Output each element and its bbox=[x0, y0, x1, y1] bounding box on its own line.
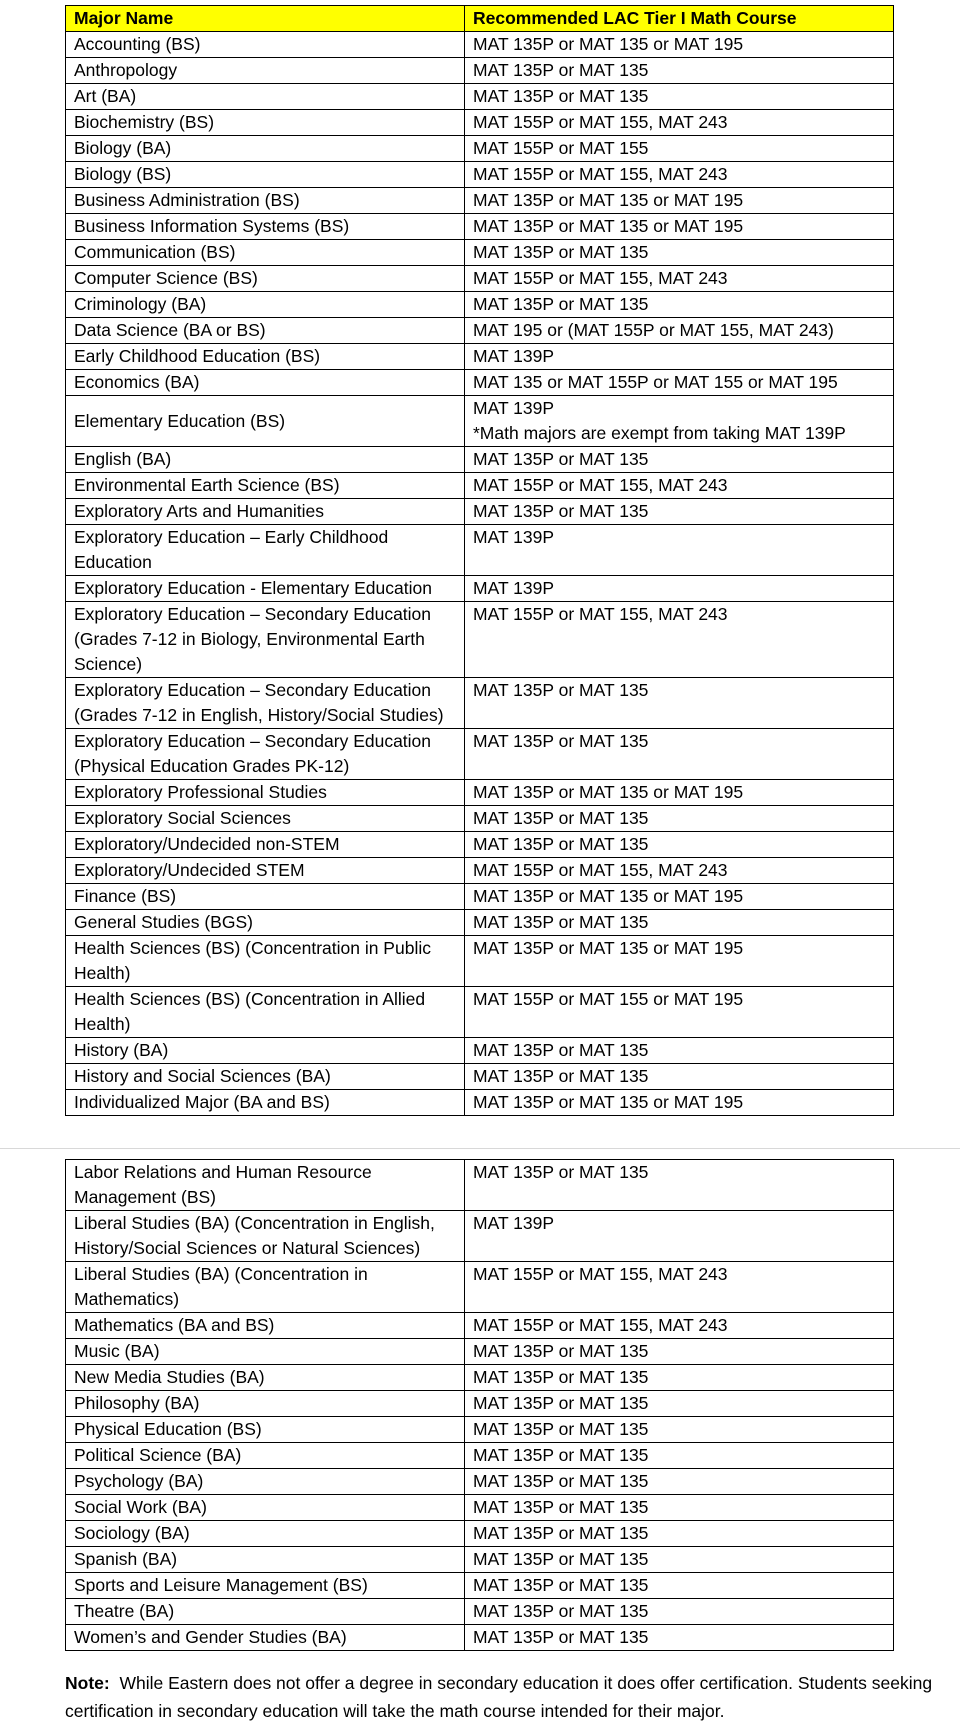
majors-table-part-2 bbox=[65, 1159, 894, 1651]
major-name-cell: Physical Education (BS) bbox=[66, 1417, 465, 1443]
table-row bbox=[66, 1160, 894, 1211]
table-row bbox=[66, 1090, 894, 1116]
major-name-cell: Data Science (BA or BS) bbox=[66, 318, 465, 344]
course-text: MAT 139P bbox=[473, 346, 555, 366]
course-text: MAT 135P or MAT 135 bbox=[473, 60, 649, 80]
course-text: MAT 135P or MAT 135 or MAT 195 bbox=[473, 938, 744, 958]
recommended-course-cell bbox=[465, 1064, 894, 1090]
major-name-cell: Exploratory Education – Secondary Education (Physical Education Grades PK-12) bbox=[66, 729, 465, 780]
course-text: MAT 155P or MAT 155, MAT 243 bbox=[473, 164, 728, 184]
major-name-cell: Economics (BA) bbox=[66, 370, 465, 396]
table-row bbox=[66, 32, 894, 58]
course-text: MAT 135P or MAT 135 bbox=[473, 1066, 649, 1086]
table-row bbox=[66, 447, 894, 473]
course-text: MAT 155P or MAT 155 bbox=[473, 138, 649, 158]
table-row bbox=[66, 162, 894, 188]
major-name-cell: Exploratory/Undecided non-STEM bbox=[66, 832, 465, 858]
recommended-course-cell bbox=[465, 1090, 894, 1116]
recommended-course-cell bbox=[465, 884, 894, 910]
recommended-course-cell bbox=[465, 678, 894, 729]
recommended-course-cell bbox=[465, 1469, 894, 1495]
table-row bbox=[66, 1391, 894, 1417]
recommended-course-cell bbox=[465, 1599, 894, 1625]
major-name-cell: Art (BA) bbox=[66, 84, 465, 110]
course-text: MAT 135P or MAT 135 bbox=[473, 501, 649, 521]
major-name-cell: Communication (BS) bbox=[66, 240, 465, 266]
major-name-cell: Biochemistry (BS) bbox=[66, 110, 465, 136]
table-row bbox=[66, 525, 894, 576]
table-row bbox=[66, 240, 894, 266]
major-name-cell: Early Childhood Education (BS) bbox=[66, 344, 465, 370]
table-row bbox=[66, 987, 894, 1038]
recommended-course-cell bbox=[465, 1547, 894, 1573]
major-name-cell: Spanish (BA) bbox=[66, 1547, 465, 1573]
recommended-course-cell bbox=[465, 1038, 894, 1064]
header-row bbox=[66, 6, 894, 32]
recommended-course-cell bbox=[465, 344, 894, 370]
course-text: MAT 155P or MAT 155, MAT 243 bbox=[473, 604, 728, 624]
major-name-cell: Music (BA) bbox=[66, 1339, 465, 1365]
table-row bbox=[66, 188, 894, 214]
recommended-course-cell bbox=[465, 162, 894, 188]
table-row bbox=[66, 110, 894, 136]
course-text: MAT 135P or MAT 135 bbox=[473, 1162, 649, 1182]
course-text: MAT 135P or MAT 135 bbox=[473, 1549, 649, 1569]
major-name-cell: Biology (BS) bbox=[66, 162, 465, 188]
major-name-cell: Exploratory Education – Early Childhood Education bbox=[66, 525, 465, 576]
recommended-course-cell bbox=[465, 1573, 894, 1599]
table-row bbox=[66, 318, 894, 344]
table-row bbox=[66, 884, 894, 910]
table-row bbox=[66, 344, 894, 370]
recommended-course-cell bbox=[465, 447, 894, 473]
major-name-cell: Mathematics (BA and BS) bbox=[66, 1313, 465, 1339]
major-name-cell: Health Sciences (BS) (Concentration in Public Health) bbox=[66, 936, 465, 987]
table-row bbox=[66, 1339, 894, 1365]
major-name-cell: Anthropology bbox=[66, 58, 465, 84]
table-row bbox=[66, 1599, 894, 1625]
recommended-course-cell bbox=[465, 1365, 894, 1391]
recommended-course-cell bbox=[465, 266, 894, 292]
recommended-course-cell bbox=[465, 318, 894, 344]
recommended-course-cell bbox=[465, 1313, 894, 1339]
course-text: MAT 135P or MAT 135 bbox=[473, 1040, 649, 1060]
major-name-cell: Business Administration (BS) bbox=[66, 188, 465, 214]
course-text: MAT 155P or MAT 155, MAT 243 bbox=[473, 1264, 728, 1284]
course-text: MAT 135P or MAT 135 or MAT 195 bbox=[473, 216, 744, 236]
table-row bbox=[66, 1625, 894, 1651]
major-name-cell: Liberal Studies (BA) (Concentration in English, History/Social Sciences or Natural Sciences) bbox=[66, 1211, 465, 1262]
course-text: MAT 135P or MAT 135 or MAT 195 bbox=[473, 886, 744, 906]
table-row bbox=[66, 84, 894, 110]
major-name-cell: Accounting (BS) bbox=[66, 32, 465, 58]
major-name-cell: Psychology (BA) bbox=[66, 1469, 465, 1495]
recommended-course-cell bbox=[465, 936, 894, 987]
major-name-cell: Sociology (BA) bbox=[66, 1521, 465, 1547]
recommended-course-cell bbox=[465, 1391, 894, 1417]
table-body bbox=[66, 1160, 894, 1651]
table-row bbox=[66, 729, 894, 780]
table-row bbox=[66, 1417, 894, 1443]
table-row bbox=[66, 1365, 894, 1391]
table-row bbox=[66, 499, 894, 525]
recommended-course-cell bbox=[465, 1211, 894, 1262]
major-name-cell: Political Science (BA) bbox=[66, 1443, 465, 1469]
table-row bbox=[66, 678, 894, 729]
table-row bbox=[66, 858, 894, 884]
recommended-course-cell bbox=[465, 1160, 894, 1211]
course-text: MAT 155P or MAT 155, MAT 243 bbox=[473, 112, 728, 132]
course-text: MAT 135P or MAT 135 bbox=[473, 808, 649, 828]
major-name-cell: Theatre (BA) bbox=[66, 1599, 465, 1625]
table-row bbox=[66, 292, 894, 318]
major-name-cell: Exploratory Education – Secondary Education (Grades 7-12 in Biology, Environmental Earth Science) bbox=[66, 602, 465, 678]
table-row bbox=[66, 602, 894, 678]
table-row bbox=[66, 910, 894, 936]
recommended-course-cell bbox=[465, 1625, 894, 1651]
table-row bbox=[66, 806, 894, 832]
recommended-course-cell bbox=[465, 84, 894, 110]
major-name-cell: Finance (BS) bbox=[66, 884, 465, 910]
course-text: MAT 135P or MAT 135 bbox=[473, 834, 649, 854]
major-name-cell: Sports and Leisure Management (BS) bbox=[66, 1573, 465, 1599]
course-text: MAT 195 or (MAT 155P or MAT 155, MAT 243) bbox=[473, 320, 834, 340]
major-name-cell: Health Sciences (BS) (Concentration in Allied Health) bbox=[66, 987, 465, 1038]
major-name-cell: Biology (BA) bbox=[66, 136, 465, 162]
course-text: MAT 135P or MAT 135 bbox=[473, 1341, 649, 1361]
recommended-course-cell bbox=[465, 1339, 894, 1365]
major-name-cell: Individualized Major (BA and BS) bbox=[66, 1090, 465, 1116]
header-recommended-course: Recommended LAC Tier I Math Course bbox=[465, 6, 894, 32]
course-text: MAT 155P or MAT 155, MAT 243 bbox=[473, 1315, 728, 1335]
course-footnote: *Math majors are exempt from taking MAT 139P bbox=[473, 423, 846, 443]
table-row bbox=[66, 370, 894, 396]
table-row bbox=[66, 1521, 894, 1547]
recommended-course-cell bbox=[465, 32, 894, 58]
major-name-cell: History and Social Sciences (BA) bbox=[66, 1064, 465, 1090]
recommended-course-cell bbox=[465, 110, 894, 136]
table-row bbox=[66, 1495, 894, 1521]
major-name-cell: Exploratory Arts and Humanities bbox=[66, 499, 465, 525]
major-name-cell: Business Information Systems (BS) bbox=[66, 214, 465, 240]
course-text: MAT 135P or MAT 135 bbox=[473, 86, 649, 106]
course-text: MAT 135P or MAT 135 bbox=[473, 1471, 649, 1491]
table-row bbox=[66, 396, 894, 447]
table-row bbox=[66, 1211, 894, 1262]
recommended-course-cell bbox=[465, 499, 894, 525]
recommended-course-cell bbox=[465, 780, 894, 806]
major-name-cell: Environmental Earth Science (BS) bbox=[66, 473, 465, 499]
major-name-cell: English (BA) bbox=[66, 447, 465, 473]
course-text: MAT 135P or MAT 135 bbox=[473, 1445, 649, 1465]
table-row bbox=[66, 1038, 894, 1064]
table-row bbox=[66, 1469, 894, 1495]
recommended-course-cell bbox=[465, 370, 894, 396]
recommended-course-cell bbox=[465, 473, 894, 499]
recommended-course-cell bbox=[465, 1495, 894, 1521]
recommended-course-cell bbox=[465, 58, 894, 84]
recommended-course-cell bbox=[465, 188, 894, 214]
course-text: MAT 139P bbox=[473, 527, 555, 547]
major-name-cell: Computer Science (BS) bbox=[66, 266, 465, 292]
table-row bbox=[66, 1064, 894, 1090]
course-text: MAT 135P or MAT 135 bbox=[473, 1627, 649, 1647]
table-row bbox=[66, 1547, 894, 1573]
recommended-course-cell bbox=[465, 858, 894, 884]
course-text: MAT 139P bbox=[473, 398, 555, 418]
major-name-cell: History (BA) bbox=[66, 1038, 465, 1064]
course-text: MAT 139P bbox=[473, 1213, 555, 1233]
course-text: MAT 135P or MAT 135 or MAT 195 bbox=[473, 34, 744, 54]
table-row bbox=[66, 473, 894, 499]
course-text: MAT 135P or MAT 135 bbox=[473, 731, 649, 751]
recommended-course-cell bbox=[465, 396, 894, 447]
major-name-cell: Exploratory Education – Secondary Education (Grades 7-12 in English, History/Social Studies) bbox=[66, 678, 465, 729]
recommended-course-cell bbox=[465, 1443, 894, 1469]
table-row bbox=[66, 1262, 894, 1313]
recommended-course-cell bbox=[465, 576, 894, 602]
recommended-course-cell bbox=[465, 1521, 894, 1547]
recommended-course-cell bbox=[465, 136, 894, 162]
page-break-divider bbox=[0, 1148, 960, 1149]
course-text: MAT 155P or MAT 155, MAT 243 bbox=[473, 268, 728, 288]
major-name-cell: Labor Relations and Human Resource Management (BS) bbox=[66, 1160, 465, 1211]
course-text: MAT 135P or MAT 135 bbox=[473, 1367, 649, 1387]
footnote bbox=[65, 1669, 935, 1725]
table-row bbox=[66, 936, 894, 987]
course-text: MAT 135P or MAT 135 or MAT 195 bbox=[473, 190, 744, 210]
table-row bbox=[66, 58, 894, 84]
major-name-cell: Exploratory Professional Studies bbox=[66, 780, 465, 806]
recommended-course-cell bbox=[465, 832, 894, 858]
course-text: MAT 135P or MAT 135 bbox=[473, 1419, 649, 1439]
major-name-cell: Exploratory/Undecided STEM bbox=[66, 858, 465, 884]
course-text: MAT 135P or MAT 135 bbox=[473, 912, 649, 932]
course-text: MAT 135P or MAT 135 bbox=[473, 294, 649, 314]
table-row bbox=[66, 780, 894, 806]
note-label: Note: bbox=[65, 1673, 110, 1693]
recommended-course-cell bbox=[465, 525, 894, 576]
major-name-cell: Liberal Studies (BA) (Concentration in Mathematics) bbox=[66, 1262, 465, 1313]
recommended-course-cell bbox=[465, 1417, 894, 1443]
table-row bbox=[66, 832, 894, 858]
table-row bbox=[66, 136, 894, 162]
major-name-cell: Exploratory Education - Elementary Education bbox=[66, 576, 465, 602]
recommended-course-cell bbox=[465, 806, 894, 832]
major-name-cell: Exploratory Social Sciences bbox=[66, 806, 465, 832]
recommended-course-cell bbox=[465, 729, 894, 780]
course-text: MAT 135P or MAT 135 bbox=[473, 1575, 649, 1595]
major-name-cell: Criminology (BA) bbox=[66, 292, 465, 318]
course-text: MAT 155P or MAT 155 or MAT 195 bbox=[473, 989, 744, 1009]
course-text: MAT 135P or MAT 135 bbox=[473, 1497, 649, 1517]
table-row bbox=[66, 214, 894, 240]
table-row bbox=[66, 266, 894, 292]
major-name-cell: General Studies (BGS) bbox=[66, 910, 465, 936]
recommended-course-cell bbox=[465, 987, 894, 1038]
course-text: MAT 155P or MAT 155, MAT 243 bbox=[473, 860, 728, 880]
major-name-cell: Women’s and Gender Studies (BA) bbox=[66, 1625, 465, 1651]
course-text: MAT 135P or MAT 135 or MAT 195 bbox=[473, 782, 744, 802]
course-text: MAT 135P or MAT 135 bbox=[473, 449, 649, 469]
major-name-cell: New Media Studies (BA) bbox=[66, 1365, 465, 1391]
course-text: MAT 135P or MAT 135 bbox=[473, 1601, 649, 1621]
note-text: While Eastern does not offer a degree in secondary education it does offer certification. Students seeking certification in secondary education will take the math course intended for their major. bbox=[65, 1673, 933, 1721]
course-text: MAT 135P or MAT 135 bbox=[473, 680, 649, 700]
major-name-cell: Elementary Education (BS) bbox=[66, 396, 465, 447]
recommended-course-cell bbox=[465, 292, 894, 318]
course-text: MAT 135P or MAT 135 bbox=[473, 1393, 649, 1413]
major-name-cell: Social Work (BA) bbox=[66, 1495, 465, 1521]
course-text: MAT 135P or MAT 135 bbox=[473, 1523, 649, 1543]
recommended-course-cell bbox=[465, 910, 894, 936]
course-text: MAT 139P bbox=[473, 578, 555, 598]
table-row bbox=[66, 1313, 894, 1339]
course-text: MAT 135P or MAT 135 bbox=[473, 242, 649, 262]
table-row bbox=[66, 1573, 894, 1599]
course-text: MAT 135P or MAT 135 or MAT 195 bbox=[473, 1092, 744, 1112]
table-body bbox=[66, 32, 894, 1116]
header-major-name: Major Name bbox=[66, 6, 465, 32]
course-text: MAT 135 or MAT 155P or MAT 155 or MAT 195 bbox=[473, 372, 838, 392]
course-text: MAT 155P or MAT 155, MAT 243 bbox=[473, 475, 728, 495]
table-row bbox=[66, 576, 894, 602]
majors-table-part-1 bbox=[65, 5, 894, 1116]
table-row bbox=[66, 1443, 894, 1469]
recommended-course-cell bbox=[465, 1262, 894, 1313]
recommended-course-cell bbox=[465, 602, 894, 678]
major-name-cell: Philosophy (BA) bbox=[66, 1391, 465, 1417]
recommended-course-cell bbox=[465, 214, 894, 240]
recommended-course-cell bbox=[465, 240, 894, 266]
